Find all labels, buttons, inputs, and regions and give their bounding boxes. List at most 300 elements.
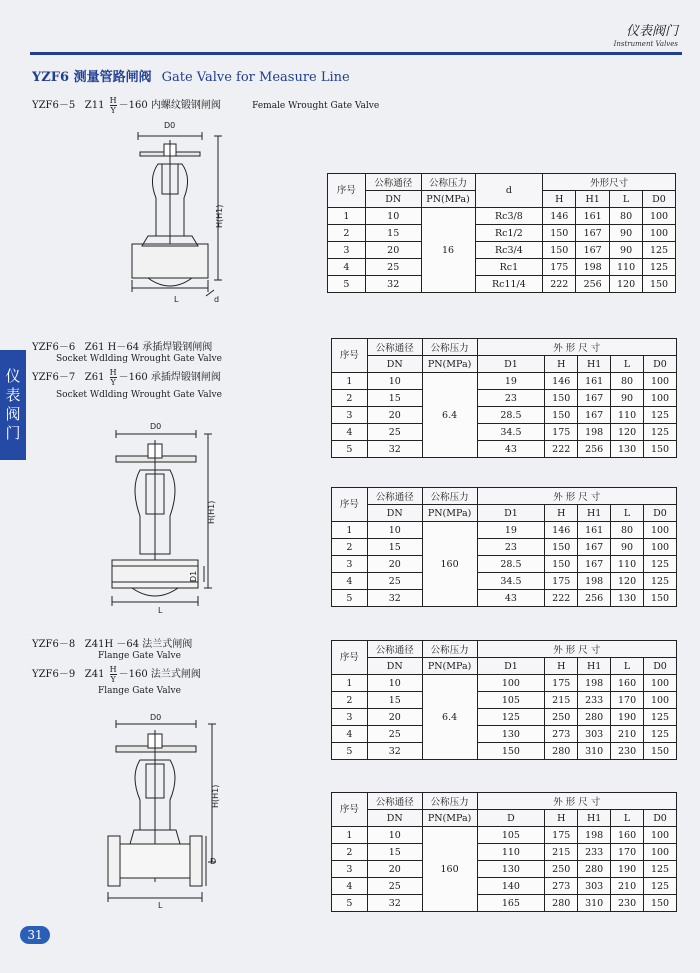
side-category-tab (0, 350, 26, 460)
page-title-cn: YZF6 测量管路闸阀 (32, 70, 152, 85)
table-row (332, 709, 677, 726)
model-desc-en: Flange Gate Valve (98, 686, 181, 696)
cell-h: 175 (545, 424, 578, 441)
cell-d0: 125 (644, 556, 677, 573)
header-col-d0: D0 (643, 191, 676, 208)
cell-d1: 43 (477, 441, 545, 458)
header-dims: 外 形 尺 寸 (477, 488, 676, 505)
cell-d1: 125 (477, 709, 545, 726)
model-code: YZF6－7 (32, 372, 76, 383)
cell-h: 150 (545, 407, 578, 424)
valve-code: Z61 (84, 342, 105, 353)
cell-h: 222 (545, 590, 578, 607)
cell-l: 160 (611, 675, 644, 692)
cell-dn: 32 (367, 590, 422, 607)
table-row (328, 225, 676, 242)
cell-d1: 28.5 (477, 407, 545, 424)
label-h: H(H1) (207, 500, 216, 524)
cell-l: 230 (611, 743, 644, 760)
header-col-h1: H1 (578, 505, 611, 522)
cell-h: 215 (545, 844, 578, 861)
cell-l: 120 (611, 424, 644, 441)
valve-drawing-threaded (118, 118, 242, 308)
cell-d0: 125 (644, 407, 677, 424)
cell-d: Rc3/8 (475, 208, 543, 225)
table-row (332, 827, 677, 844)
valve-drawing-flange (100, 712, 230, 910)
header-col-d: D (477, 810, 545, 827)
cell-dn: 15 (367, 539, 422, 556)
cell-dn: 15 (367, 692, 422, 709)
cell-h: 273 (545, 726, 578, 743)
cell-l: 80 (611, 522, 644, 539)
cell-dn: 20 (367, 861, 422, 878)
cell-l: 90 (610, 225, 643, 242)
cell-d1: 19 (477, 373, 545, 390)
cell-l: 190 (611, 709, 644, 726)
cell-d0: 125 (643, 242, 676, 259)
cell-dn: 25 (365, 259, 421, 276)
valve-code: Z11 (84, 100, 105, 111)
cell-no: 5 (332, 895, 368, 912)
pressure-fraction (110, 368, 117, 387)
cell-l: 80 (610, 208, 643, 225)
header-col-l: L (610, 191, 643, 208)
header-seq: 序号 (332, 641, 368, 675)
table-row (332, 522, 677, 539)
cell-no: 4 (332, 878, 368, 895)
header-subtitle: Instrument Valves (613, 40, 678, 48)
cell-d: 110 (477, 844, 545, 861)
header-pn-en: PN(MPa) (422, 810, 477, 827)
table-row (332, 390, 677, 407)
header-dn-cn: 公称通径 (367, 339, 422, 356)
model-code: YZF6－8 (32, 639, 76, 650)
cell-dn: 20 (367, 556, 422, 573)
model-line (32, 338, 212, 353)
cell-h1: 303 (578, 726, 611, 743)
cell-d: Rc1 (475, 259, 543, 276)
cell-d0: 125 (644, 424, 677, 441)
spec-table-flange-64 (331, 640, 677, 760)
model-line (32, 96, 379, 115)
cell-dn: 10 (367, 675, 422, 692)
cell-pn: 160 (422, 827, 477, 912)
cell-d0: 150 (644, 743, 677, 760)
cell-h1: 167 (578, 407, 611, 424)
cell-d1: 43 (477, 590, 545, 607)
cell-no: 5 (328, 276, 366, 293)
table-row (332, 861, 677, 878)
cell-d0: 100 (644, 692, 677, 709)
cell-h1: 167 (576, 225, 610, 242)
side-tab-char: 门 (5, 424, 21, 442)
label-d1: D1 (189, 570, 198, 582)
cell-h1: 161 (576, 208, 610, 225)
cell-dn: 25 (367, 573, 422, 590)
cell-h: 215 (545, 692, 578, 709)
cell-d0: 150 (644, 895, 677, 912)
cell-d0: 100 (644, 539, 677, 556)
cell-h: 150 (543, 242, 576, 259)
cell-d: 130 (477, 861, 545, 878)
header-pn-en: PN(MPa) (422, 356, 477, 373)
table-row (332, 424, 677, 441)
cell-d0: 100 (644, 390, 677, 407)
cell-d0: 125 (644, 573, 677, 590)
cell-h: 146 (545, 373, 578, 390)
cell-h1: 280 (578, 861, 611, 878)
fraction-bottom: Y (110, 106, 116, 115)
header-col-d0: D0 (644, 356, 677, 373)
valve-code: Z41H (84, 639, 114, 650)
label-l: L (158, 606, 163, 615)
header-pn-cn: 公称压力 (422, 488, 477, 505)
valve-code: Z41 (84, 669, 105, 680)
label-dd: D (210, 857, 217, 866)
cell-h: 150 (545, 556, 578, 573)
cell-dn: 15 (367, 844, 422, 861)
cell-h: 146 (543, 208, 576, 225)
header-col-l: L (611, 505, 644, 522)
cell-h1: 233 (578, 692, 611, 709)
label-d0: D0 (164, 121, 176, 130)
cell-pn: 160 (422, 522, 477, 607)
cell-dn: 25 (367, 878, 422, 895)
header-pn-cn: 公称压力 (422, 641, 477, 658)
cell-d0: 100 (643, 225, 676, 242)
cell-dn: 25 (367, 726, 422, 743)
model-desc: H－64 承插焊锻钢闸阀 (107, 342, 213, 353)
model-code: YZF6－6 (32, 342, 76, 353)
header-seq: 序号 (332, 339, 368, 373)
cell-pn: 6.4 (422, 675, 477, 760)
side-tab-char: 仪 (5, 367, 21, 385)
cell-d1: 34.5 (477, 573, 545, 590)
cell-dn: 10 (367, 827, 422, 844)
table-row (328, 242, 676, 259)
cell-dn: 32 (367, 895, 422, 912)
cell-l: 120 (610, 276, 643, 293)
cell-l: 80 (611, 373, 644, 390)
header-col-d0: D0 (644, 505, 677, 522)
fraction-bottom: Y (110, 378, 116, 387)
cell-d1: 23 (477, 390, 545, 407)
cell-d: Rc3/4 (475, 242, 543, 259)
cell-h: 175 (545, 675, 578, 692)
spec-table-socket-160 (331, 487, 677, 607)
model-desc-en: Female Wrought Gate Valve (252, 101, 380, 111)
cell-dn: 15 (367, 390, 422, 407)
model-line (32, 635, 192, 650)
cell-dn: 20 (367, 407, 422, 424)
cell-h1: 303 (578, 878, 611, 895)
header-dn-en: DN (367, 810, 422, 827)
header-dn-cn: 公称通径 (367, 793, 422, 810)
cell-l: 120 (611, 573, 644, 590)
cell-no: 3 (332, 556, 368, 573)
cell-no: 1 (332, 675, 368, 692)
cell-d0: 125 (644, 726, 677, 743)
cell-no: 3 (332, 709, 368, 726)
cell-l: 160 (611, 827, 644, 844)
cell-dn: 20 (365, 242, 421, 259)
header-col-l: L (611, 810, 644, 827)
header-dn-cn: 公称通径 (365, 174, 421, 191)
cell-h1: 198 (578, 573, 611, 590)
cell-dn: 10 (367, 373, 422, 390)
cell-h: 146 (545, 522, 578, 539)
header-col-h: H (545, 658, 578, 675)
model-desc: －160 内螺纹锻钢闸阀 (118, 100, 221, 111)
cell-no: 1 (332, 373, 368, 390)
cell-no: 5 (332, 743, 368, 760)
label-d0: D0 (150, 713, 162, 722)
cell-l: 210 (611, 878, 644, 895)
cell-h1: 310 (578, 895, 611, 912)
cell-l: 90 (611, 539, 644, 556)
cell-l: 130 (611, 441, 644, 458)
table-row (332, 743, 677, 760)
cell-d0: 100 (644, 522, 677, 539)
cell-dn: 32 (365, 276, 421, 293)
cell-h: 250 (545, 861, 578, 878)
table-row (332, 675, 677, 692)
header-pn-en: PN(MPa) (421, 191, 475, 208)
cell-no: 3 (328, 242, 366, 259)
pressure-fraction (110, 96, 117, 115)
cell-no: 2 (332, 390, 368, 407)
cell-l: 90 (611, 390, 644, 407)
header-col-l: L (611, 356, 644, 373)
cell-dn: 20 (367, 709, 422, 726)
table-row (328, 259, 676, 276)
cell-no: 4 (328, 259, 366, 276)
cell-no: 1 (332, 827, 368, 844)
cell-h1: 256 (576, 276, 610, 293)
cell-pn: 6.4 (422, 373, 477, 458)
cell-no: 5 (332, 590, 368, 607)
cell-h: 280 (545, 743, 578, 760)
cell-no: 2 (328, 225, 366, 242)
cell-no: 4 (332, 573, 368, 590)
header-seq: 序号 (328, 174, 366, 208)
cell-l: 110 (611, 556, 644, 573)
label-d0: D0 (150, 422, 162, 431)
cell-d0: 150 (644, 590, 677, 607)
header-pn-cn: 公称压力 (422, 793, 477, 810)
model-line (32, 665, 201, 684)
cell-h1: 233 (578, 844, 611, 861)
cell-no: 1 (328, 208, 366, 225)
cell-no: 2 (332, 844, 368, 861)
pressure-fraction (110, 665, 117, 684)
table-row (332, 878, 677, 895)
header-dn-en: DN (367, 356, 422, 373)
cell-d: Rc1/2 (475, 225, 543, 242)
cell-d: 140 (477, 878, 545, 895)
cell-no: 4 (332, 726, 368, 743)
cell-d0: 125 (644, 709, 677, 726)
cell-d0: 125 (643, 259, 676, 276)
cell-h: 150 (543, 225, 576, 242)
page-title (32, 66, 350, 85)
label-d: d (214, 295, 220, 304)
cell-no: 5 (332, 441, 368, 458)
side-tab-char: 阀 (5, 405, 21, 423)
cell-d: Rc11/4 (475, 276, 543, 293)
cell-d0: 125 (644, 861, 677, 878)
table-row (332, 556, 677, 573)
cell-h: 222 (545, 441, 578, 458)
table-row (332, 373, 677, 390)
label-l: L (158, 901, 163, 910)
header-col-d1: D1 (477, 658, 545, 675)
cell-l: 110 (611, 407, 644, 424)
header-seq: 序号 (332, 488, 368, 522)
header-col-d0: D0 (644, 810, 677, 827)
table-row (332, 441, 677, 458)
cell-dn: 32 (367, 441, 422, 458)
cell-h1: 167 (578, 556, 611, 573)
model-code: YZF6－5 (32, 100, 76, 111)
cell-no: 1 (332, 522, 368, 539)
cell-d1: 23 (477, 539, 545, 556)
model-code: YZF6－9 (32, 669, 76, 680)
cell-h1: 310 (578, 743, 611, 760)
header-col-d0: D0 (644, 658, 677, 675)
cell-h: 280 (545, 895, 578, 912)
table-row (332, 726, 677, 743)
fraction-top: H (109, 665, 117, 674)
cell-h1: 198 (576, 259, 610, 276)
table-row (332, 590, 677, 607)
cell-no: 3 (332, 861, 368, 878)
cell-d1: 100 (477, 675, 545, 692)
cell-h1: 256 (578, 590, 611, 607)
header-d: d (475, 174, 543, 208)
cell-d1: 130 (477, 726, 545, 743)
cell-l: 110 (610, 259, 643, 276)
header-col-l: L (611, 658, 644, 675)
cell-l: 90 (610, 242, 643, 259)
cell-d1: 105 (477, 692, 545, 709)
cell-h: 222 (543, 276, 576, 293)
header-pn-cn: 公称压力 (422, 339, 477, 356)
cell-d1: 34.5 (477, 424, 545, 441)
header-title: 仪表阀门 (625, 24, 678, 39)
model-desc-en: Socket Wdlding Wrought Gate Valve (56, 390, 222, 400)
cell-d0: 150 (643, 276, 676, 293)
table-row (332, 692, 677, 709)
cell-h1: 167 (576, 242, 610, 259)
header-col-h1: H1 (578, 356, 611, 373)
cell-no: 4 (332, 424, 368, 441)
model-desc-en: Flange Gate Valve (98, 651, 181, 661)
cell-d0: 100 (644, 844, 677, 861)
cell-d0: 100 (643, 208, 676, 225)
header-col-h: H (545, 356, 578, 373)
table-row (332, 844, 677, 861)
cell-l: 230 (611, 895, 644, 912)
header-dims: 外 形 尺 寸 (477, 793, 676, 810)
spec-table-threaded (327, 173, 676, 293)
header-col-h1: H1 (576, 191, 610, 208)
spec-table-flange-160 (331, 792, 677, 912)
header-pn-en: PN(MPa) (422, 505, 477, 522)
valve-code: Z61 (84, 372, 105, 383)
fraction-bottom: Y (110, 675, 116, 684)
cell-h: 150 (545, 390, 578, 407)
header-dn-cn: 公称通径 (367, 488, 422, 505)
cell-h: 250 (545, 709, 578, 726)
table-row (328, 208, 676, 225)
header-col-h: H (543, 191, 576, 208)
table-row (328, 276, 676, 293)
cell-pn: 16 (421, 208, 475, 293)
cell-d0: 125 (644, 878, 677, 895)
header-dims: 外形尺寸 (543, 174, 676, 191)
cell-dn: 15 (365, 225, 421, 242)
cell-h1: 167 (578, 390, 611, 407)
cell-h1: 198 (578, 827, 611, 844)
cell-h1: 198 (578, 675, 611, 692)
valve-drawing-socket (100, 420, 230, 615)
header-col-h1: H1 (578, 658, 611, 675)
cell-dn: 32 (367, 743, 422, 760)
header-dn-cn: 公称通径 (367, 641, 422, 658)
cell-d: 105 (477, 827, 545, 844)
model-desc: －160 承插焊锻钢闸阀 (118, 372, 221, 383)
cell-h: 175 (543, 259, 576, 276)
spec-table-socket-64 (331, 338, 677, 458)
cell-l: 130 (611, 590, 644, 607)
model-line (32, 368, 221, 387)
model-desc: －160 法兰式闸阀 (118, 669, 201, 680)
page-title-en: Gate Valve for Measure Line (161, 70, 350, 85)
cell-h: 175 (545, 827, 578, 844)
model-desc: －64 法兰式闸阀 (116, 639, 193, 650)
cell-h: 175 (545, 573, 578, 590)
header-dims: 外 形 尺 寸 (477, 339, 676, 356)
header-pn-cn: 公称压力 (421, 174, 475, 191)
header-dn-en: DN (365, 191, 421, 208)
cell-h1: 280 (578, 709, 611, 726)
side-tab-char: 表 (5, 386, 21, 404)
cell-d1: 28.5 (477, 556, 545, 573)
fraction-top: H (109, 96, 117, 105)
model-desc-en: Socket Wdlding Wrought Gate Valve (56, 354, 222, 364)
header-pn-en: PN(MPa) (422, 658, 477, 675)
cell-d1: 19 (477, 522, 545, 539)
cell-d0: 100 (644, 373, 677, 390)
label-l: L (174, 295, 179, 304)
cell-h1: 256 (578, 441, 611, 458)
cell-h1: 161 (578, 373, 611, 390)
table-row (332, 539, 677, 556)
header-col-h1: H1 (578, 810, 611, 827)
cell-d0: 100 (644, 827, 677, 844)
cell-h: 273 (545, 878, 578, 895)
table-row (332, 895, 677, 912)
cell-d0: 100 (644, 675, 677, 692)
header-seq: 序号 (332, 793, 368, 827)
cell-no: 2 (332, 539, 368, 556)
cell-l: 170 (611, 844, 644, 861)
page-number: 31 (20, 926, 50, 944)
table-row (332, 573, 677, 590)
cell-no: 2 (332, 692, 368, 709)
